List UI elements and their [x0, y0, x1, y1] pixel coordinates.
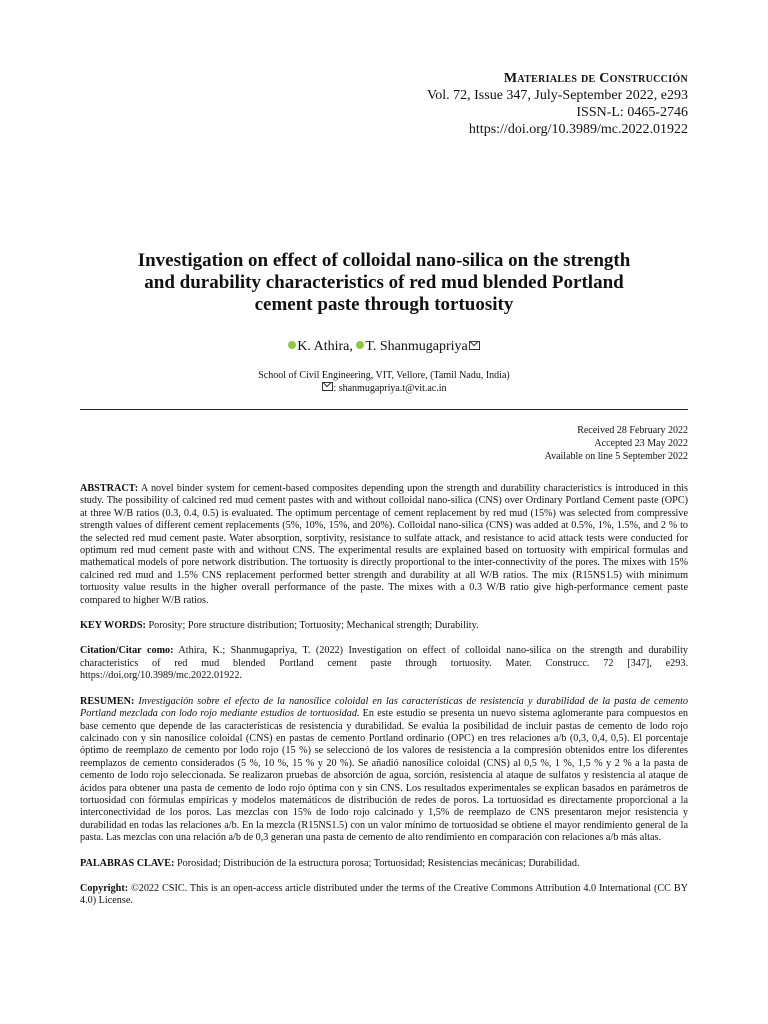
issn: ISSN-L: 0465-2746 [576, 105, 688, 120]
email-address[interactable]: : shanmugapriya.t@vit.ac.in [333, 383, 447, 394]
journal-header [80, 70, 688, 138]
affiliation: School of Civil Engineering, VIT, Vellore, (Tamil Nadu, India) [258, 370, 510, 381]
online-date: Available on line 5 September 2022 [544, 451, 688, 462]
keywords-text: Porosity; Pore structure distribution; Tortuosity; Mechanical strength; Durability. [145, 620, 479, 632]
envelope-icon[interactable] [469, 341, 480, 350]
orcid-icon[interactable] [288, 341, 296, 349]
citation-label: Citation/Citar como: [80, 645, 174, 657]
palabras-clave [80, 858, 688, 870]
resumen-title: Investigación sobre el efecto de la nanosílice coloidal en las características de resistencia y durabilidad de la pasta de cemento Portland mezclada con lodo rojo mediante estudios de tortuosidad. [80, 695, 688, 720]
corresponding-email [80, 382, 688, 395]
title-line: Investigation on effect of colloidal nano-silica on the strength [137, 250, 631, 271]
article-first-page [80, 70, 688, 908]
doi-link[interactable]: https://doi.org/10.3989/mc.2022.01922 [468, 122, 688, 137]
volume-line: Vol. 72, Issue 347, July-September 2022, e293 [426, 88, 688, 103]
author-name: K. Athira, [297, 339, 357, 354]
keywords [80, 620, 688, 632]
affiliation-block [80, 369, 688, 395]
envelope-icon [322, 382, 333, 391]
copyright-label: Copyright: [80, 882, 129, 894]
title-line: cement paste through tortuosity [254, 294, 514, 315]
divider [80, 409, 688, 410]
author-list [80, 339, 688, 355]
accepted-date: Accepted 23 May 2022 [594, 438, 688, 449]
copyright [80, 883, 688, 908]
received-date: Received 28 February 2022 [577, 425, 688, 436]
palabras-text: Porosidad; Distribución de la estructura porosa; Tortuosidad; Resistencias mecánicas; Durabilidad. [174, 857, 580, 869]
keywords-label: KEY WORDS: [80, 620, 146, 632]
citation-text: Athira, K.; Shanmugapriya, T. (2022) Investigation on effect of colloidal nano-silica on the strength and durability characteristics of red mud blended Portland cement paste through tortuosity. Mater. Construcc. 72 [347], e293. https://doi.org/10.3989/mc.2022.01922. [80, 645, 688, 682]
article-dates [80, 424, 688, 463]
resumen [80, 696, 688, 845]
abstract-label: ABSTRACT: [80, 483, 139, 494]
title-line: and durability characteristics of red mud blended Portland [144, 272, 624, 293]
author-name: T. Shanmugapriya [365, 339, 468, 354]
citation [80, 645, 688, 682]
article-title [80, 250, 688, 316]
journal-name: Materiales de Construcción [503, 71, 688, 86]
abstract [80, 483, 688, 607]
copyright-text: ©2022 CSIC. This is an open-access article distributed under the terms of the Creative Commons Attribution 4.0 International (CC BY 4.0) License. [80, 882, 688, 907]
resumen-text: En este estudio se presenta un nuevo sistema aglomerante para compuestos en base cemento que depende de las características de resistencia y durabilidad. Se evalúa la posibilidad de incluir pastas de cemento de lodo rojo calcinado con y sin nanosílice coloidal (CNS) en pastas de cemento Portland ordinario (OPC) en tres relaciones a/b (0,3, 0,4, 0,5). El porcentaje óptimo de reemplazo de cemento por lodo rojo (15 %) se seleccionó de los valores de resistencia a la compresión obtenidos entre los diferentes reemplazos de cemento considerados (5 %, 10 %, 15 % y 20 %). Se añadió nanosílice coloidal (CNS) al 0,5 %, 1 %, 1,5 % y 2 % a la pasta de cemento de lodo rojo seleccionada. Se realizaron pruebas de absorción de agua, sorción, resistencia al ataque de sulfatos y resistencia al ataque de ácidos para obtener una pasta de cemento de lodo rojo óptima con y sin CNS. Los resultados experimentales se explican basados en parámetros de tortuosidad con fórmulas empíricas y modelos matemáticos de distribución de redes de poros. La tortuosidad es directamente proporcional a la interconectividad de los poros. Las mezclas con 15% de lodo rojo calcinado y 1,5% de reemplazo de CNS presentaron mejor resistencia y durabilidad en todas las relaciones a/b. En la mezcla (R15NS1.5) con un valor mínimo de tortuosidad se obtiene el mayor rendimiento general de la pasta. Las mezclas con una relación a/b de 0,3 generan una pasta de cemento de alto rendimiento en comparación con relaciones a/b más altas. [80, 708, 688, 844]
palabras-label: PALABRAS CLAVE: [80, 857, 175, 869]
resumen-label: RESUMEN: [80, 695, 135, 707]
orcid-icon[interactable] [356, 341, 364, 349]
abstract-text: A novel binder system for cement-based composites depending upon the strength and durability characteristics is introduced in this study. The possibility of calcined red mud cement pastes with and without colloidal nano-silica (CNS) over Ordinary Portland Cement paste (OPC) at three W/B ratios (0.3, 0.4, 0.5) is evaluated. The optimum percentage of cement replacement by red mud (15%) was selected from compressive strength values of different cement replacements (5%, 10%, 15%, and 20%). Colloidal nano-silica (CNS) was added at 0.5%, 1%, 1.5%, and 2 % to the selected red mud cement paste. Water absorption, sorptivity, resistance to sulfate attack, and resistance to acid attack tests were conducted for optimum red mud cement paste with and without CNS. The experimental results are explained based on tortuosity with empirical formulas and mathematical models of pore network distribution. The tortuosity is directly proportional to the inter-connectivity of the pores. The mixes with 15% calcined red mud and 1.5% CNS replacement performed better strength and durability at all W/B ratios. The mix (R15NS1.5) with minimum tortuosity value results in the higher overall performance of the paste. The mixes with a 0.3 W/B ratio give high-performance cement paste compared to higher W/B ratios. [80, 483, 688, 606]
